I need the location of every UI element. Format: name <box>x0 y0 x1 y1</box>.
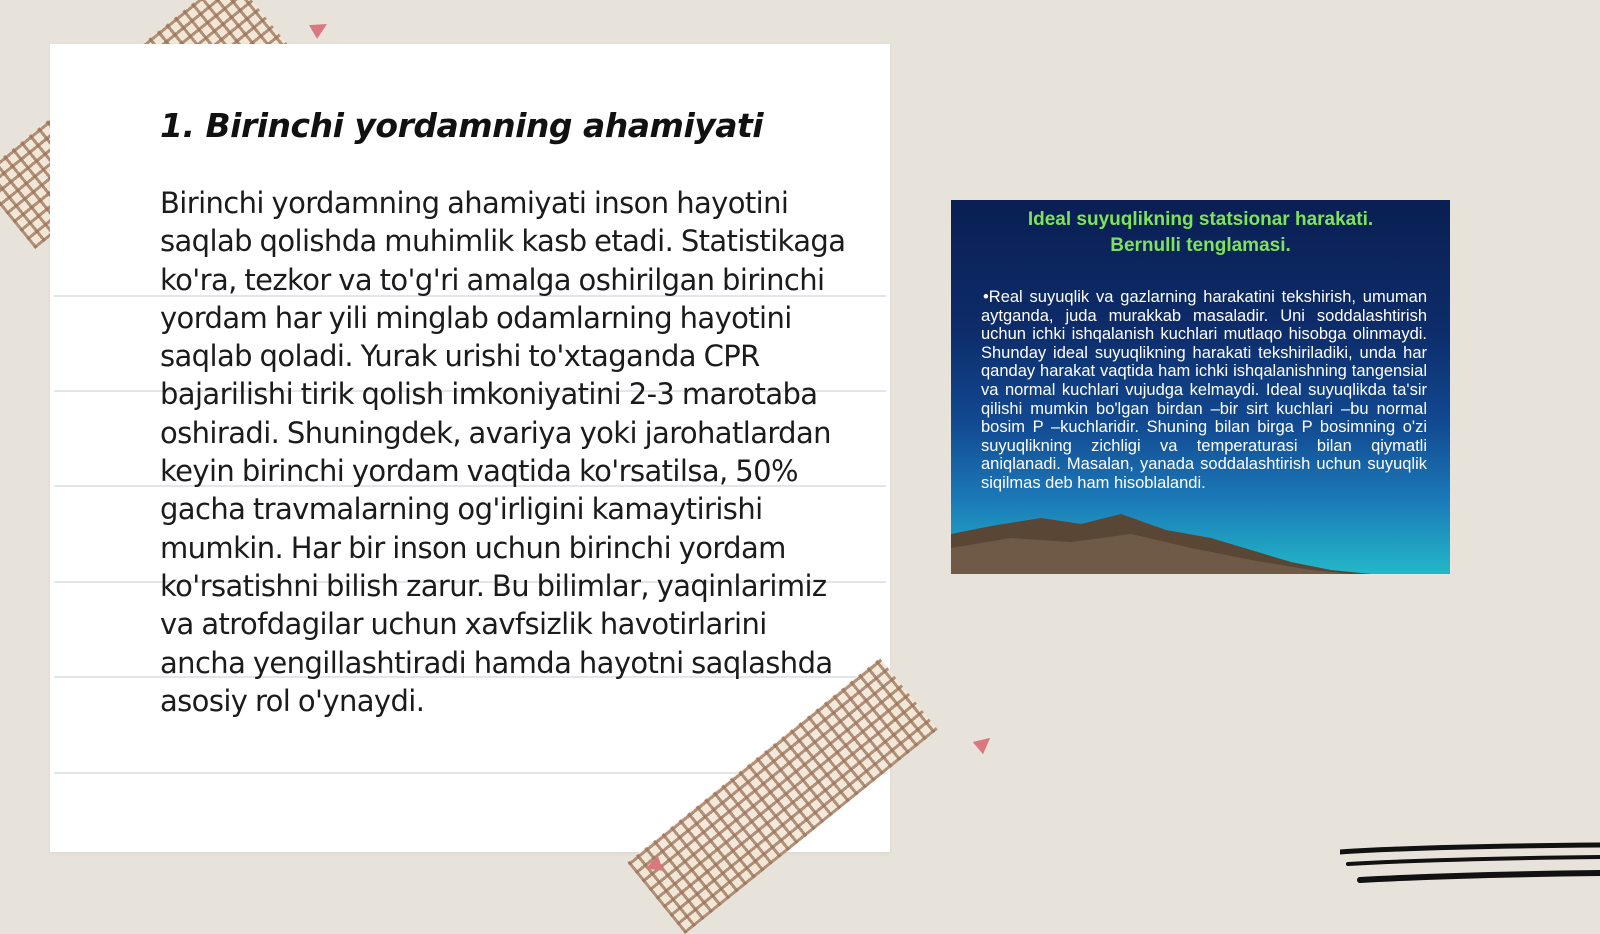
pin-bottom-icon <box>973 732 996 755</box>
slide-body-text: Birinchi yordamning ahamiyati inson hayotini saqlab qolishda muhimlik kasb etadi. Statistikaga ko'ra, tezkor va to'g'ri amalga oshirilgan birinchi yordam har yili minglab odamlarning hayotini saqlab qoladi. Yurak urishi to'xtaganda CPR bajarilishi tirik qolish imkoniyatini 2-3 marotaba oshiradi. Shuningdek, avariya yoki jarohatlardan keyin birinchi yordam vaqtida ko'rsatilsa, 50% gacha travmalarning og'irligini kamaytirishi mumkin. Har bir inson uchun birinchi yordam ko'rsatishni bilish zarur. Bu bilimlar, yaqinlarimiz va atrofdagilar uchun xavfsizlik havotirlarini ancha yengillashtiradi hamda hayotni saqlashda asosiy rol o'ynaydi. <box>160 186 846 718</box>
embedded-slide-image <box>951 200 1450 574</box>
pin-top-icon <box>309 17 331 39</box>
image-slide-title <box>951 207 1450 259</box>
image-slide-title-line2: Bernulli tenglamasi. <box>1110 235 1291 256</box>
image-slide-body: •Real suyuqlik va gazlarning harakatini tekshirish, umuman aytganda, juda murakkab masaladir. Uni soddalashtirish uchun ichki ishqalanish kuchlari mutlaqo hisobga olinmaydi. Shunday ideal suyuqlikning harakati tekshiriladiki, unda har qanday harakat vaqtida ham ichki ishqalanishning tangensial va normal kuchlari vujudga kelmaydi. Ideal suyuqlikda ta'sir qilishi mumkin bo'lgan birdan –bir sirt kuchlari –bu normal bosim P –kuchlaridir. Shuning bilan birga P bosimning o'zi suyuqlikning zichligi va temperaturasi bilan qiymatli aniqlanadi. Masalan, yanada soddalashtirish uchun suyuqlik siqilmas deb ham hisoblalandi. <box>981 288 1427 492</box>
slide-title: 1. Birinchi yordamning ahamiyati <box>160 106 764 145</box>
image-slide-title-line1: Ideal suyuqlikning statsionar harakati. <box>1027 209 1374 230</box>
mountains-icon <box>951 504 1450 574</box>
note-paper <box>50 44 890 852</box>
brush-stroke-decoration <box>1340 840 1600 900</box>
